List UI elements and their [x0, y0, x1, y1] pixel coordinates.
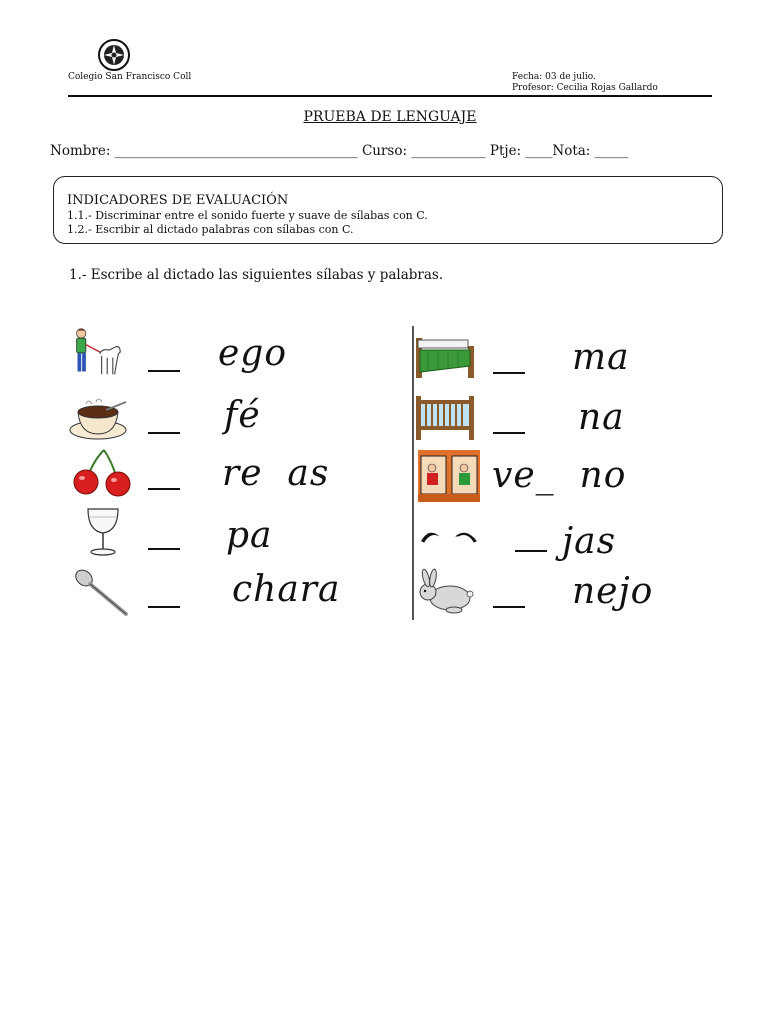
cursive-word: pa [226, 515, 273, 556]
wine-glass-picture [72, 505, 134, 557]
answer-blank[interactable] [493, 606, 525, 608]
answer-blank[interactable] [493, 432, 525, 434]
answer-blank[interactable] [148, 548, 180, 550]
school-name: Colegio San Francisco Coll [68, 72, 192, 82]
school-logo [94, 38, 134, 72]
indicator-item: 1.1.- Discriminar entre el sonido fuerte y suave de sílabas con C. [67, 209, 428, 222]
rabbit-picture [414, 566, 476, 618]
indicators-title: INDICADORES DE EVALUACIÓN [67, 193, 289, 208]
teacher-text: Profesor: Cecilia Rojas Gallardo [512, 83, 658, 93]
answer-blank[interactable] [148, 370, 180, 372]
cherries-picture [70, 446, 132, 498]
coffee-cup-picture [66, 392, 128, 444]
cursive-word: ma [572, 337, 630, 378]
date-text: Fecha: 03 de julio. [512, 72, 596, 82]
window-neighbors-picture [418, 450, 480, 502]
indicator-item: 1.2.- Escribir al dictado palabras con sílabas con C. [67, 223, 354, 236]
answer-blank[interactable] [148, 432, 180, 434]
cursive-word: ve_ no [492, 455, 627, 496]
cursive-word: re as [222, 453, 330, 494]
answer-blank[interactable] [493, 372, 525, 374]
exercise-instruction: 1.- Escribe al dictado las siguientes sílabas y palabras. [69, 267, 444, 283]
header-rule [68, 95, 712, 97]
page-title: PRUEBA DE LENGUAJE [303, 109, 477, 125]
answer-blank[interactable] [148, 606, 180, 608]
cursive-word: chara [232, 569, 341, 610]
spoon-picture [70, 566, 132, 618]
cursive-word: ego [218, 333, 288, 374]
answer-blank[interactable] [148, 488, 180, 490]
cursive-word: jas [562, 521, 617, 562]
crib-picture [414, 392, 476, 444]
cursive-word: na [578, 397, 625, 438]
bed-picture [414, 332, 476, 384]
student-info-line[interactable]: Nombre: ____________________________________ Curso: ___________ Ptje: ____Nota: _____ [50, 143, 629, 159]
cursive-word: nejo [572, 571, 654, 612]
answer-blank[interactable] [515, 550, 547, 552]
cursive-word: fé [224, 395, 261, 436]
guide-dog-picture [66, 326, 128, 378]
eyebrows-picture [418, 512, 480, 564]
